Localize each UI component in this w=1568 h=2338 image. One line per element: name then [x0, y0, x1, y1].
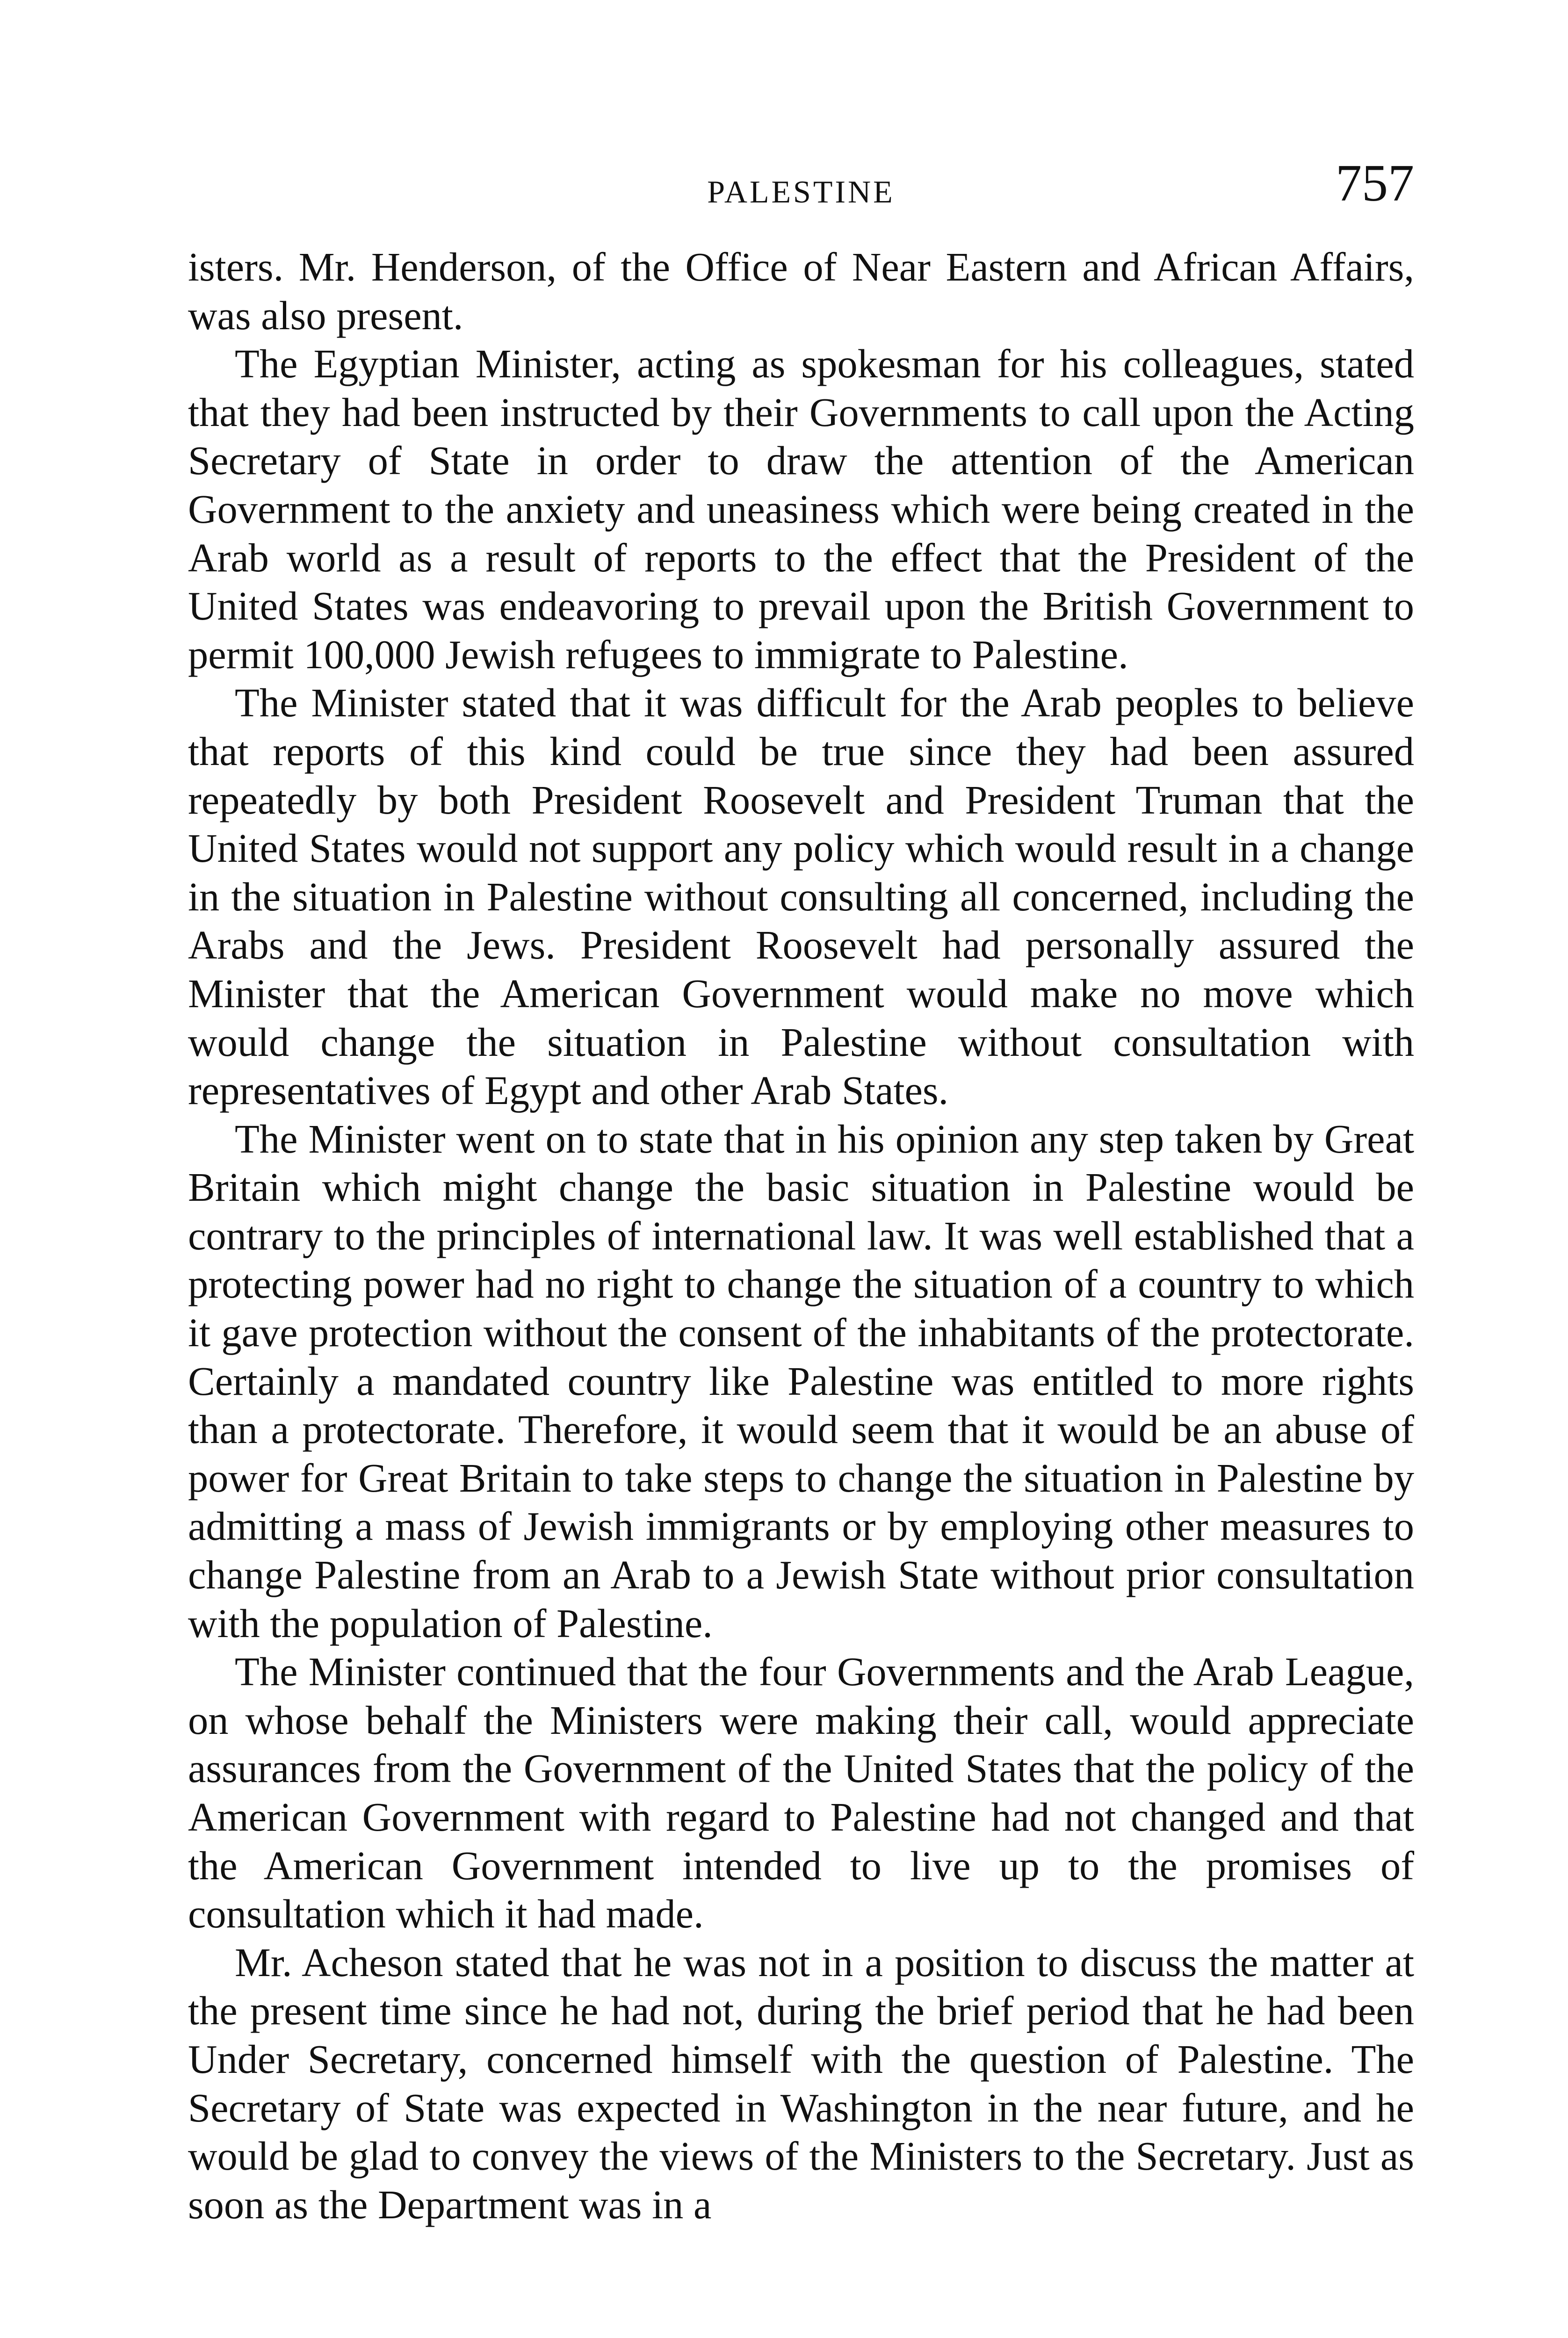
page-header — [188, 149, 1414, 214]
page-number: 757 — [1336, 154, 1414, 212]
paragraph-1: isters. Mr. Henderson, of the Office of Near Eastern and African Affairs, was also present. — [188, 245, 1414, 338]
running-title: PALESTINE — [707, 174, 895, 209]
paragraph-2: The Egyptian Minister, acting as spokesman for his colleagues, stated that they had been instructed by their Governments to call upon the Acting Secretary of State in order to draw the attention of the American Government to the anxiety and uneasiness which were being created in the Arab world as a result of reports to the effect that the President of the United States was endeavoring to prevail upon the British Government to permit 100,000 Jewish refugees to immigrate to Palestine. — [188, 341, 1414, 677]
paragraph-3: The Minister stated that it was difficult for the Arab peoples to believe that reports of this kind could be true since they had been assured repeatedly by both President Roosevelt and President Truman that the United States would not support any policy which would result in a change in the situation in Palestine without consulting all concerned, including the Arabs and the Jews. President Roosevelt had personally assured the Minister that the American Government would make no move which would change the situation in Palestine without consultation with representatives of Egypt and other Arab States. — [188, 680, 1414, 1113]
paragraph-6: Mr. Acheson stated that he was not in a position to discuss the matter at the present time since he had not, during the brief period that he had been Under Secretary, concerned himself with the question of Palestine. The Secretary of State was expected in Washington in the near future, and he would be glad to convey the views of the Ministers to the Secretary. Just as soon as the Department was in a — [188, 1940, 1414, 2227]
paragraph-4: The Minister went on to state that in his opinion any step taken by Great Britain which might change the basic situation in Palestine would be contrary to the principles of international law. It was well established that a protecting power had no right to change the situation of a country to which it gave protection without the consent of the inhabitants of the protectorate. Certainly a mandated country like Palestine was entitled to more rights than a protectorate. Therefore, it would seem that it would be an abuse of power for Great Britain to take steps to change the situation in Palestine by admitting a mass of Jewish immigrants or by employing other measures to change Palestine from an Arab to a Jewish State without prior consultation with the population of Palestine. — [188, 1116, 1414, 1646]
body-text — [188, 243, 1414, 2229]
paragraph-5: The Minister continued that the four Governments and the Arab League, on whose behalf the Ministers were making their call, would appreciate assurances from the Government of the United States that the policy of the American Government with regard to Palestine had not changed and that the American Government intended to live up to the promises of consultation which it had made. — [188, 1649, 1414, 1937]
